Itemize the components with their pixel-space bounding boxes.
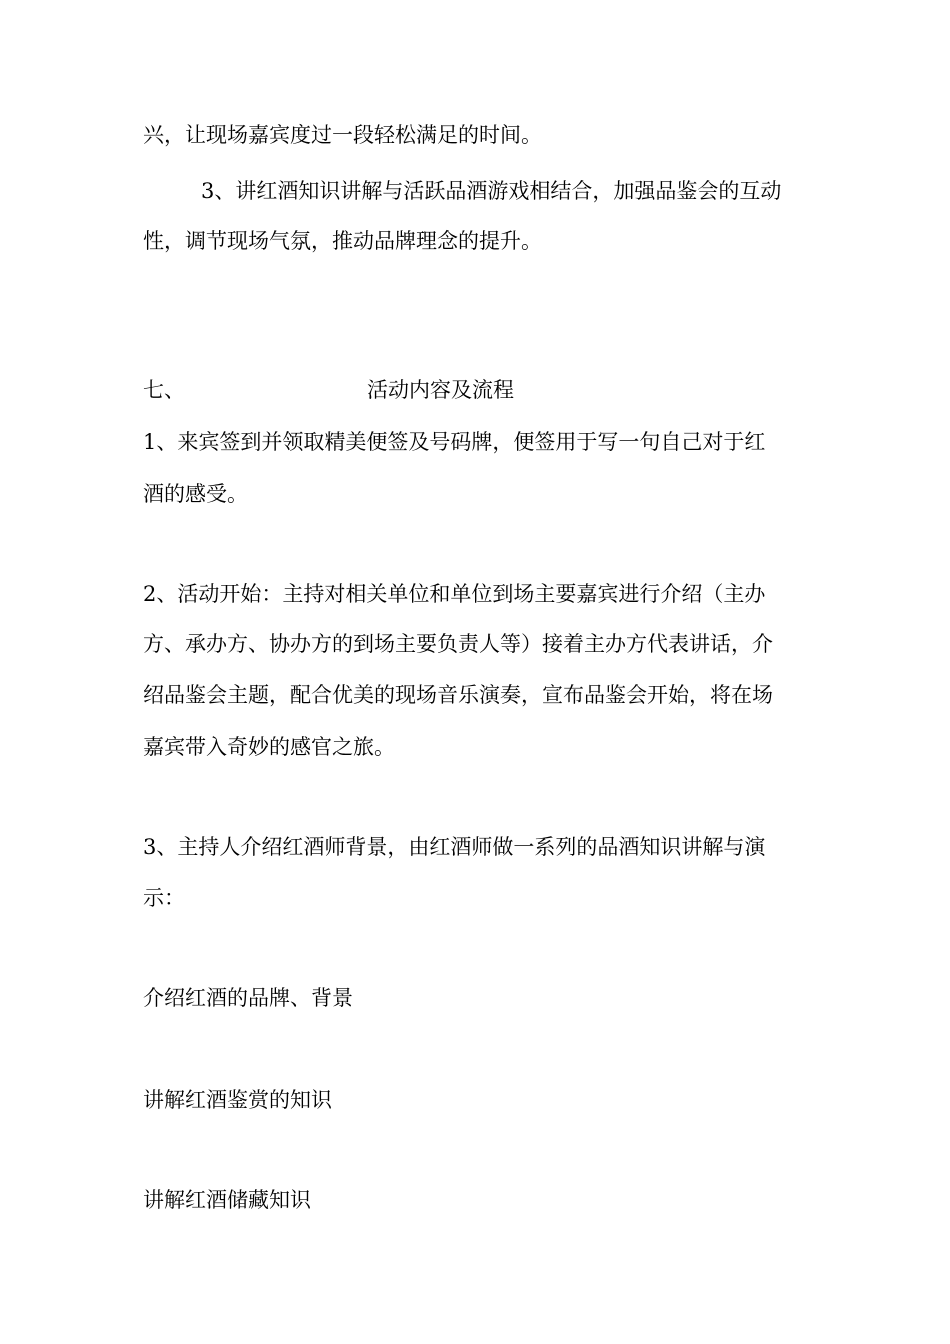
paragraph-line: 绍品鉴会主题，配合优美的现场音乐演奏，宣布品鉴会开始，将在场 xyxy=(143,683,773,707)
list-item: 介绍红酒的品牌、背景 xyxy=(143,986,353,1010)
paragraph-line: 示： xyxy=(143,886,185,910)
paragraph-line: 酒的感受。 xyxy=(143,482,248,506)
paragraph-line: 嘉宾带入奇妙的感官之旅。 xyxy=(143,735,395,759)
list-item: 讲解红酒储藏知识 xyxy=(143,1188,311,1212)
list-item: 讲解红酒鉴赏的知识 xyxy=(143,1088,332,1112)
paragraph-line: 方、承办方、协办方的到场主要负责人等）接着主办方代表讲话，介 xyxy=(143,632,773,656)
paragraph-line: 性，调节现场气氛，推动品牌理念的提升。 xyxy=(143,229,542,253)
section-number: 七、 xyxy=(143,378,185,402)
paragraph-line: 3、讲红酒知识讲解与活跃品酒游戏相结合，加强品鉴会的互动 xyxy=(201,179,782,203)
section-title: 活动内容及流程 xyxy=(367,378,514,402)
paragraph-line: 1、来宾签到并领取精美便签及号码牌，便签用于写一句自己对于红 xyxy=(143,430,766,454)
paragraph-line: 2、活动开始：主持对相关单位和单位到场主要嘉宾进行介绍（主办 xyxy=(143,582,766,606)
paragraph-line: 3、主持人介绍红酒师背景，由红酒师做一系列的品酒知识讲解与演 xyxy=(143,835,766,859)
paragraph-line: 兴，让现场嘉宾度过一段轻松满足的时间。 xyxy=(143,123,542,147)
